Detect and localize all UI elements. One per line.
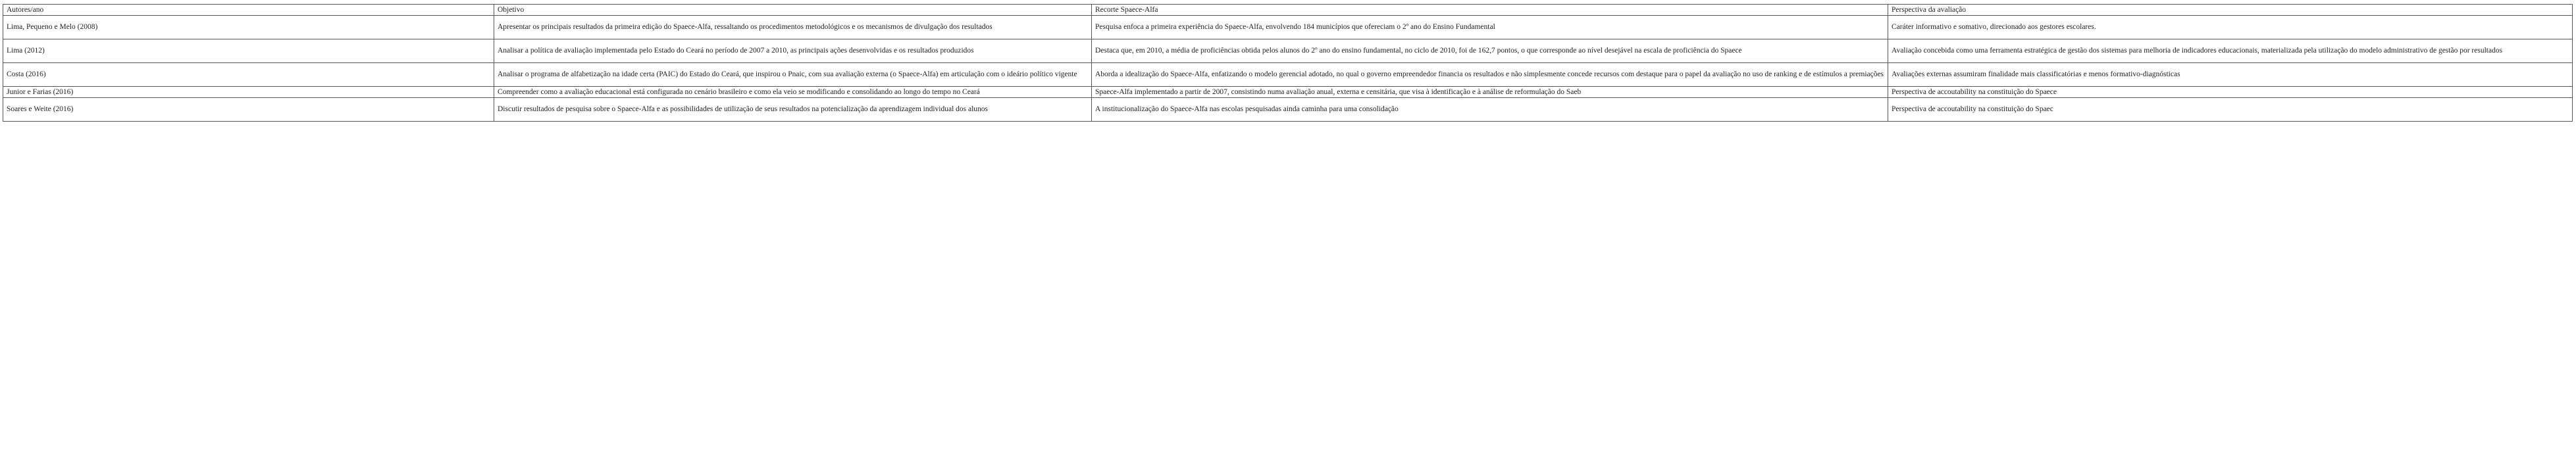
cell-evaluation-perspective: Avaliações externas assumiram finalidade mais classificatórias e menos formativo-diagnósticas [1888, 63, 2573, 87]
cell-objective: Analisar o programa de alfabetização na idade certa (PAIC) do Estado do Ceará, que inspirou o Pnaic, com sua avaliação externa (o Spaece-Alfa) em articulação com o ideário político vigente [494, 63, 1092, 87]
header-spaece-alfa-scope: Recorte Spaece-Alfa [1092, 5, 1888, 16]
cell-authors-year: Junior e Farias (2016) [3, 87, 494, 98]
cell-spaece-alfa-scope: Spaece-Alfa implementado a partir de 2007, consistindo numa avaliação anual, externa e censitária, que visa à identificação e à análise de reformulação do Saeb [1092, 87, 1888, 98]
cell-objective: Compreender como a avaliação educacional está configurada no cenário brasileiro e como ela veio se modificando e consolidando ao longo do tempo no Ceará [494, 87, 1092, 98]
cell-objective: Apresentar os principais resultados da primeira edição do Spaece-Alfa, ressaltando os procedimentos metodológicos e os mecanismos de divulgação dos resultados [494, 16, 1092, 39]
cell-objective: Analisar a política de avaliação implementada pelo Estado do Ceará no período de 2007 a 2010, as principais ações desenvolvidas e os resultados produzidos [494, 39, 1092, 63]
cell-evaluation-perspective: Avaliação concebida como uma ferramenta estratégica de gestão dos sistemas para melhoria de indicadores educacionais, materializada pela utilização do modelo administrativo de gestão por resultados [1888, 39, 2573, 63]
table-row [3, 63, 2573, 87]
cell-authors-year: Costa (2016) [3, 63, 494, 87]
cell-authors-year: Lima, Pequeno e Melo (2008) [3, 16, 494, 39]
cell-spaece-alfa-scope: Pesquisa enfoca a primeira experiência do Spaece-Alfa, envolvendo 184 municípios que ofereciam o 2º ano do Ensino Fundamental [1092, 16, 1888, 39]
table-row [3, 87, 2573, 98]
table-row [3, 39, 2573, 63]
header-evaluation-perspective: Perspectiva da avaliação [1888, 5, 2573, 16]
cell-objective: Discutir resultados de pesquisa sobre o Spaece-Alfa e as possibilidades de utilização de seus resultados na potencialização da aprendizagem individual dos alunos [494, 98, 1092, 122]
cell-authors-year: Soares e Weite (2016) [3, 98, 494, 122]
header-objective: Objetivo [494, 5, 1092, 16]
cell-authors-year: Lima (2012) [3, 39, 494, 63]
cell-evaluation-perspective: Caráter informativo e somativo, direcionado aos gestores escolares. [1888, 16, 2573, 39]
header-row [3, 5, 2573, 16]
cell-spaece-alfa-scope: Aborda a idealização do Spaece-Alfa, enfatizando o modelo gerencial adotado, no qual o governo empreendedor financia os resultados e não simplesmente concede recursos com destaque para o papel da avaliação no uso de ranking e de estímulos a premiações [1092, 63, 1888, 87]
cell-spaece-alfa-scope: A institucionalização do Spaece-Alfa nas escolas pesquisadas ainda caminha para uma consolidação [1092, 98, 1888, 122]
table-header [3, 5, 2573, 16]
cell-evaluation-perspective: Perspectiva de accoutability na constituição do Spaec [1888, 98, 2573, 122]
table-body [3, 16, 2573, 122]
table-row [3, 98, 2573, 122]
cell-spaece-alfa-scope: Destaca que, em 2010, a média de proficiências obtida pelos alunos do 2º ano do ensino fundamental, no ciclo de 2010, foi de 162,7 pontos, o que corresponde ao nível desejável na escala de proficiência do Spaece [1092, 39, 1888, 63]
literature-review-table [3, 4, 2573, 122]
table-row [3, 16, 2573, 39]
header-authors-year: Autores/ano [3, 5, 494, 16]
cell-evaluation-perspective: Perspectiva de accoutability na constituição do Spaece [1888, 87, 2573, 98]
